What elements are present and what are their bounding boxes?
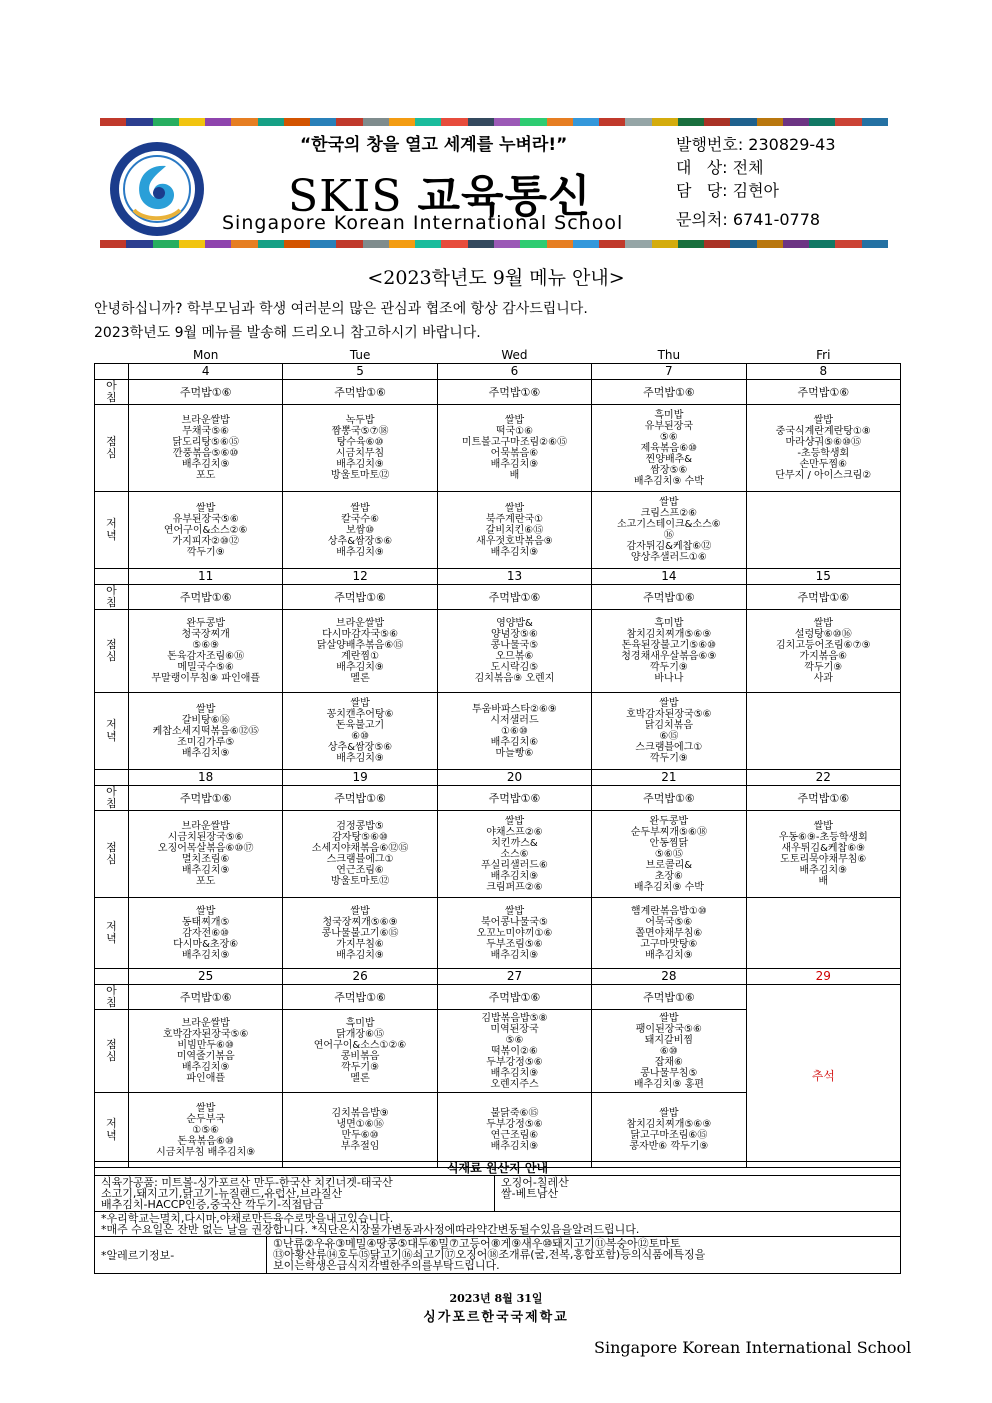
lunch-menu-cell: 흑미밥 유부된장국 ⑤⑥ 제육볶음⑥⑩ 찐양배추& 쌈장⑤⑥ 배추김치⑨ 수박 — [592, 405, 746, 492]
stripe-segment — [835, 118, 861, 126]
date-cell: 21 — [592, 770, 746, 786]
meal-label-lunch: 점 심 — [95, 811, 129, 898]
stripe-segment — [730, 240, 756, 248]
date-cell: 26 — [283, 969, 437, 985]
dinner-menu-cell: 쌀밥 꽁치캔추어탕⑥ 돈육불고기 ⑥⑩ 상추&쌈장⑤⑥ 배추김치⑨ — [283, 693, 437, 770]
stripe-segment — [599, 118, 625, 126]
breakfast-menu-cell: 주먹밥①⑥ — [592, 585, 746, 610]
stripe-segment — [231, 118, 257, 126]
meal-label-dinner: 저 녁 — [95, 693, 129, 770]
dinner-menu-cell — [746, 898, 900, 969]
stripe-segment — [678, 240, 704, 248]
stripe-segment — [415, 240, 441, 248]
dinner-menu-cell: 쌀밥 칼국수⑥ 보쌈⑩ 상추&쌈장⑤⑥ 배추김치⑨ — [283, 492, 437, 569]
school-name-en: Singapore Korean International School — [222, 212, 624, 234]
lunch-menu-cell: 쌀밥 중국식계란계란탕①⑧ 마라샹궈⑤⑥⑩⑮ -초등학생회 손만두찜⑥ 단무지 / 아이스크림② — [746, 405, 900, 492]
stripe-segment — [704, 240, 730, 248]
date-cell: 29 — [746, 969, 900, 985]
breakfast-menu-cell: 주먹밥①⑥ — [437, 786, 591, 811]
meal-label-breakfast: 아 침 — [95, 585, 129, 610]
stripe-segment — [599, 240, 625, 248]
date-blank — [95, 770, 129, 786]
stripe-segment — [704, 118, 730, 126]
date-cell: 14 — [592, 569, 746, 585]
breakfast-menu-cell: 주먹밥①⑥ — [129, 585, 283, 610]
dinner-menu-cell: 쌀밥 갈비탕⑥⑯ 케찹소세지떡볶음⑥⑫⑮ 조미김가루⑤ 배추김치⑨ — [129, 693, 283, 770]
date-cell: 28 — [592, 969, 746, 985]
lunch-menu-cell: 브라운쌀밥 다시마감자국⑤⑥ 닭살양배추볶음⑥⑮ 계란찜① 배추김치⑨ 멜론 — [283, 610, 437, 693]
dinner-menu-cell: 불닭죽⑥⑮ 두부강정⑤⑥ 연근조림⑥ 배추김치⑨ — [437, 1093, 591, 1168]
meal-label-lunch: 점 심 — [95, 610, 129, 693]
audience: 대 상: 전체 — [676, 158, 764, 177]
dinner-menu-cell: 쌀밥 동태찌개⑤ 감자전⑥⑩ 다시마&초장⑥ 배추김치⑨ — [129, 898, 283, 969]
date-cell: 13 — [437, 569, 591, 585]
breakfast-menu-cell: 주먹밥①⑥ — [437, 585, 591, 610]
lunch-menu-cell: 쌀밥 떡국①⑥ 미트볼고구마조림②⑥⑮ 어묵볶음⑥ 배추김치⑨ 배 — [437, 405, 591, 492]
issue-date: 2023년 8월 31일 — [449, 1292, 543, 1305]
school-name-ko: 싱가포르한국국제학교 — [423, 1310, 569, 1325]
dinner-menu-cell — [746, 492, 900, 569]
date-cell: 7 — [592, 364, 746, 380]
dinner-menu-cell: 쌀밥 북주계란국① 갈비치킨⑥⑮ 새우젓호박볶음⑨ 배추김치⑨ — [437, 492, 591, 569]
date-cell: 11 — [129, 569, 283, 585]
date-cell: 22 — [746, 770, 900, 786]
lunch-menu-cell: 완두콩밥 청국장찌개 ⑤⑥⑨ 돈육감자조림⑥⑯ 메밀국수⑤⑥ 무말랭이무침⑨ 파인애플 — [129, 610, 283, 693]
document-title: <2023학년도 9월 메뉴 안내> — [367, 267, 625, 289]
lunch-menu-cell: 쌀밥 팽이된장국⑤⑥ 돼지갈비찜 ⑥⑩ 잡채⑥ 콩나물무침⑤ 배추김치⑨ 홍편 — [592, 1010, 746, 1093]
dinner-menu-cell: 햄계란볶음밥①⑩ 어묵국⑤⑥ 쫄면야채무침⑥ 고구마맛탕⑥ 배추김치⑨ — [592, 898, 746, 969]
stripe-segment — [179, 240, 205, 248]
breakfast-menu-cell: 주먹밥①⑥ — [592, 380, 746, 405]
date-cell: 4 — [129, 364, 283, 380]
date-cell: 25 — [129, 969, 283, 985]
stripe-segment — [809, 240, 835, 248]
breakfast-menu-cell: 주먹밥①⑥ — [746, 786, 900, 811]
day-name-fri: Fri — [816, 347, 831, 362]
lunch-menu-cell: 김밥볶음밥⑤⑧ 미역된장국 ⑤⑥ 떡볶이②⑥ 두부강정⑤⑥ 배추김치⑨ 오렌지주스 — [437, 1010, 591, 1093]
dinner-menu-cell — [746, 693, 900, 770]
stripe-segment — [862, 240, 888, 248]
info-table — [94, 1161, 901, 1274]
stripe-segment — [363, 240, 389, 248]
stripe-segment — [809, 118, 835, 126]
stripe-segment — [547, 240, 573, 248]
stripe-segment — [363, 118, 389, 126]
stripe-segment — [100, 118, 126, 126]
breakfast-menu-cell: 주먹밥①⑥ — [283, 585, 437, 610]
stripe-segment — [573, 240, 599, 248]
intro-line-2: 2023학년도 9월 메뉴를 발송해 드리오니 참고하시기 바랍니다. — [94, 325, 481, 341]
stripe-segment — [205, 118, 231, 126]
date-blank — [95, 364, 129, 380]
stripe-segment — [862, 118, 888, 126]
allergy-label: *알레르기정보- — [95, 1237, 267, 1274]
stripe-segment — [284, 118, 310, 126]
stripe-segment — [547, 118, 573, 126]
stripe-segment — [468, 118, 494, 126]
stripe-segment — [783, 118, 809, 126]
stripe-segment — [179, 118, 205, 126]
stripe-segment — [625, 240, 651, 248]
day-name-thu: Thu — [657, 347, 681, 362]
bottom-color-stripe — [100, 240, 888, 248]
lunch-menu-cell: 흑미밥 닭개장⑥⑮ 연어구이&소스①②⑥ 콩비볶음 깍두기⑨ 멜론 — [283, 1010, 437, 1093]
breakfast-menu-cell: 주먹밥①⑥ — [437, 380, 591, 405]
corner-blank — [95, 347, 129, 364]
lunch-menu-cell: 완두콩밥 순두부찌개⑤⑥⑱ 안동찜닭 ⑤⑥⑮ 브로콜리& 초장⑥ 배추김치⑨ 수박 — [592, 811, 746, 898]
breakfast-menu-cell: 주먹밥①⑥ — [437, 985, 591, 1010]
date-blank — [95, 969, 129, 985]
stripe-segment — [757, 240, 783, 248]
meal-label-lunch: 점 심 — [95, 1010, 129, 1093]
stripe-segment — [835, 240, 861, 248]
manager: 담 당: 김현아 — [676, 181, 780, 200]
breakfast-menu-cell: 주먹밥①⑥ — [129, 985, 283, 1010]
lunch-menu-cell: 브라운쌀밥 무채국⑤⑥ 닭도리탕⑤⑥⑮ 깐풍볶음⑤⑥⑩ 배추김치⑨ 포도 — [129, 405, 283, 492]
meal-label-breakfast: 아 침 — [95, 985, 129, 1010]
stripe-segment — [625, 118, 651, 126]
notice: *우리학교는멸치,다시마,야채로만든육수로맛을내고있습니다. *매주 수요일은 잔반 없는 날을 권장합니다. *식단은시장물가변동과사정에따라약간변동될수있음을알려드립니다. — [95, 1212, 901, 1237]
breakfast-menu-cell: 주먹밥①⑥ — [283, 786, 437, 811]
stripe-segment — [153, 118, 179, 126]
holiday-cell: 추석 — [746, 985, 900, 1168]
dinner-menu-cell: 쌀밥 유부된장국⑤⑥ 연어구이&소스②⑥ 가지피자②⑩⑫ 깍두기⑨ — [129, 492, 283, 569]
lunch-menu-cell: 브라운쌀밥 시금치된장국⑤⑥ 오징어목살볶음⑥⑩⑰ 멸치조림⑥ 배추김치⑨ 포도 — [129, 811, 283, 898]
stripe-segment — [258, 118, 284, 126]
breakfast-menu-cell: 주먹밥①⑥ — [283, 380, 437, 405]
origin-left: 식육가공품: 미트볼-싱가포르산 만두-한국산 치킨너겟-태국산 소고기,돼지고기,닭고기-뉴질랜드,유럽산,브라질산 배추김치-HACCP인증,중국산 깍두기-직접담금 — [95, 1176, 495, 1212]
stripe-segment — [441, 118, 467, 126]
breakfast-menu-cell: 주먹밥①⑥ — [746, 585, 900, 610]
stripe-segment — [126, 118, 152, 126]
dinner-menu-cell: 쌀밥 참치김치찌개⑤⑥⑨ 닭고구마조림⑥⑮ 콩자반⑥ 깍두기⑨ — [592, 1093, 746, 1168]
brand-ko: 교육통신 — [417, 171, 592, 222]
dinner-menu-cell: 쌀밥 북어콩나물국⑤ 오꼬노미야끼①⑥ 두부조림⑤⑥ 배추김치⑨ — [437, 898, 591, 969]
meal-label-breakfast: 아 침 — [95, 786, 129, 811]
date-cell: 20 — [437, 770, 591, 786]
stripe-segment — [520, 118, 546, 126]
dinner-menu-cell: 쌀밥 호박감자된장국⑤⑥ 닭김치볶음 ⑥⑮ 스크램블에그① 깍두기⑨ — [592, 693, 746, 770]
stripe-segment — [783, 240, 809, 248]
lunch-menu-cell: 흑미밥 참치김치찌개⑤⑥⑨ 돈육된장불고기⑤⑥⑩ 청경채새우살볶음⑥⑨ 깍두기⑨ 바나나 — [592, 610, 746, 693]
lunch-menu-cell: 쌀밥 우동⑥⑨-초등학생회 새우튀김&케찹⑥⑨ 도토리묵야채무침⑥ 배추김치⑨ 배 — [746, 811, 900, 898]
day-name-mon: Mon — [193, 347, 219, 362]
stripe-segment — [678, 118, 704, 126]
meal-label-dinner: 저 녁 — [95, 1093, 129, 1168]
stripe-segment — [730, 118, 756, 126]
contact: 문의처: 6741-0778 — [676, 210, 821, 229]
stripe-segment — [284, 240, 310, 248]
breakfast-menu-cell: 주먹밥①⑥ — [592, 786, 746, 811]
dinner-menu-cell: 쌀밥 청국장찌개⑤⑥⑨ 콩나물불고기⑥⑮ 가지무침⑥ 배추김치⑨ — [283, 898, 437, 969]
breakfast-menu-cell: 주먹밥①⑥ — [129, 380, 283, 405]
stripe-segment — [652, 118, 678, 126]
school-logo — [108, 140, 206, 238]
date-cell: 8 — [746, 364, 900, 380]
meal-label-dinner: 저 녁 — [95, 492, 129, 569]
stripe-segment — [494, 118, 520, 126]
meal-label-dinner: 저 녁 — [95, 898, 129, 969]
stripe-segment — [573, 118, 599, 126]
stripe-segment — [258, 240, 284, 248]
stripe-segment — [336, 118, 362, 126]
origin-right: 오징어-칠레산 쌀-베트남산 — [495, 1176, 901, 1212]
stripe-segment — [757, 118, 783, 126]
stripe-segment — [153, 240, 179, 248]
stripe-segment — [336, 240, 362, 248]
stripe-segment — [100, 240, 126, 248]
date-blank — [95, 569, 129, 585]
allergy-info: ①난류②우유③메밀④땅콩⑤대두⑥밀⑦고등어⑧게⑨새우⑩돼지고기⑪복숭아⑫토마토 ⑬아황산류⑭호두⑮닭고기⑯쇠고기⑰오징어⑱조개류(굴,전복,홍합포함)등의식품에특징을 보이는학생은급식지각별한주의를부탁드립니다. — [267, 1237, 901, 1274]
stripe-segment — [126, 240, 152, 248]
origin-title: 식재료 원산지 안내 — [95, 1162, 901, 1176]
date-cell: 15 — [746, 569, 900, 585]
stripe-segment — [468, 240, 494, 248]
stripe-segment — [310, 240, 336, 248]
stripe-segment — [389, 240, 415, 248]
lunch-menu-cell: 브라운쌀밥 호박감자된장국⑤⑥ 비빔만두⑥⑩ 미역줄기볶음 배추김치⑨ 파인애플 — [129, 1010, 283, 1093]
date-cell: 6 — [437, 364, 591, 380]
dinner-menu-cell: 쌀밥 순두부국 ①⑤⑥ 돈육볶음⑥⑩ 시금치무침 배추김치⑨ — [129, 1093, 283, 1168]
dinner-menu-cell: 투움바파스타②⑥⑨ 시저샐러드 ①⑥⑩ 배추김치⑥ 마늘빵⑥ — [437, 693, 591, 770]
stripe-segment — [415, 118, 441, 126]
lunch-menu-cell: 녹두밥 짬뽕국⑤⑦⑱ 탕수육⑥⑩ 시금치무침 배추김치⑨ 방울토마토⑫ — [283, 405, 437, 492]
meal-label-lunch: 점 심 — [95, 405, 129, 492]
breakfast-menu-cell: 주먹밥①⑥ — [283, 985, 437, 1010]
intro-line-1: 안녕하십니까? 학부모님과 학생 여러분의 많은 관심과 협조에 항상 감사드립니다. — [94, 301, 588, 317]
footer-school-name: Singapore Korean International School — [594, 1338, 912, 1357]
date-cell: 18 — [129, 770, 283, 786]
stripe-segment — [520, 240, 546, 248]
stripe-segment — [652, 240, 678, 248]
lunch-menu-cell: 영양밥& 양념장⑤⑥ 콩나물국⑤ 오므볶⑥ 도시락김⑤ 김치볶음⑨ 오렌지 — [437, 610, 591, 693]
menu-table — [94, 347, 901, 1168]
top-color-stripe — [100, 118, 888, 126]
date-cell: 5 — [283, 364, 437, 380]
stripe-segment — [205, 240, 231, 248]
date-cell: 12 — [283, 569, 437, 585]
stripe-segment — [494, 240, 520, 248]
stripe-segment — [310, 118, 336, 126]
lunch-menu-cell: 쌀밥 야채스프②⑥ 치킨까스& 소스⑥ 푸실리샐러드⑥ 배추김치⑨ 크림퍼프②⑥ — [437, 811, 591, 898]
date-cell: 27 — [437, 969, 591, 985]
breakfast-menu-cell: 주먹밥①⑥ — [746, 380, 900, 405]
dinner-menu-cell: 쌀밥 크림스프②⑥ 소고기스테이크&소스⑥ ⑯ 감자튀김&케찹⑥⑫ 양상추샐러드①⑥ — [592, 492, 746, 569]
meal-label-breakfast: 아 침 — [95, 380, 129, 405]
brand-en: SKIS — [288, 171, 403, 222]
date-cell: 19 — [283, 770, 437, 786]
day-name-tue: Tue — [349, 347, 371, 362]
lunch-menu-cell: 쌀밥 설렁탕⑥⑩⑯ 김치고등어조림⑥⑦⑨ 가지볶음⑥ 깍두기⑨ 사과 — [746, 610, 900, 693]
breakfast-menu-cell: 주먹밥①⑥ — [592, 985, 746, 1010]
lunch-menu-cell: 검정콩밥⑤ 감자탕⑤⑥⑩ 소세지야채볶음⑥⑫⑮ 스크램블에그① 연근조림⑥ 방울토마토⑫ — [283, 811, 437, 898]
day-name-wed: Wed — [501, 347, 528, 362]
stripe-segment — [231, 240, 257, 248]
stripe-segment — [389, 118, 415, 126]
dinner-menu-cell: 김치볶음밥⑨ 냉면①⑥⑯ 만두⑥⑩ 부추절임 — [283, 1093, 437, 1168]
stripe-segment — [441, 240, 467, 248]
breakfast-menu-cell: 주먹밥①⑥ — [129, 786, 283, 811]
slogan: “한국의 창을 열고 세계를 누벼라!” — [300, 135, 568, 155]
issue-number: 발행번호: 230829-43 — [676, 135, 836, 154]
